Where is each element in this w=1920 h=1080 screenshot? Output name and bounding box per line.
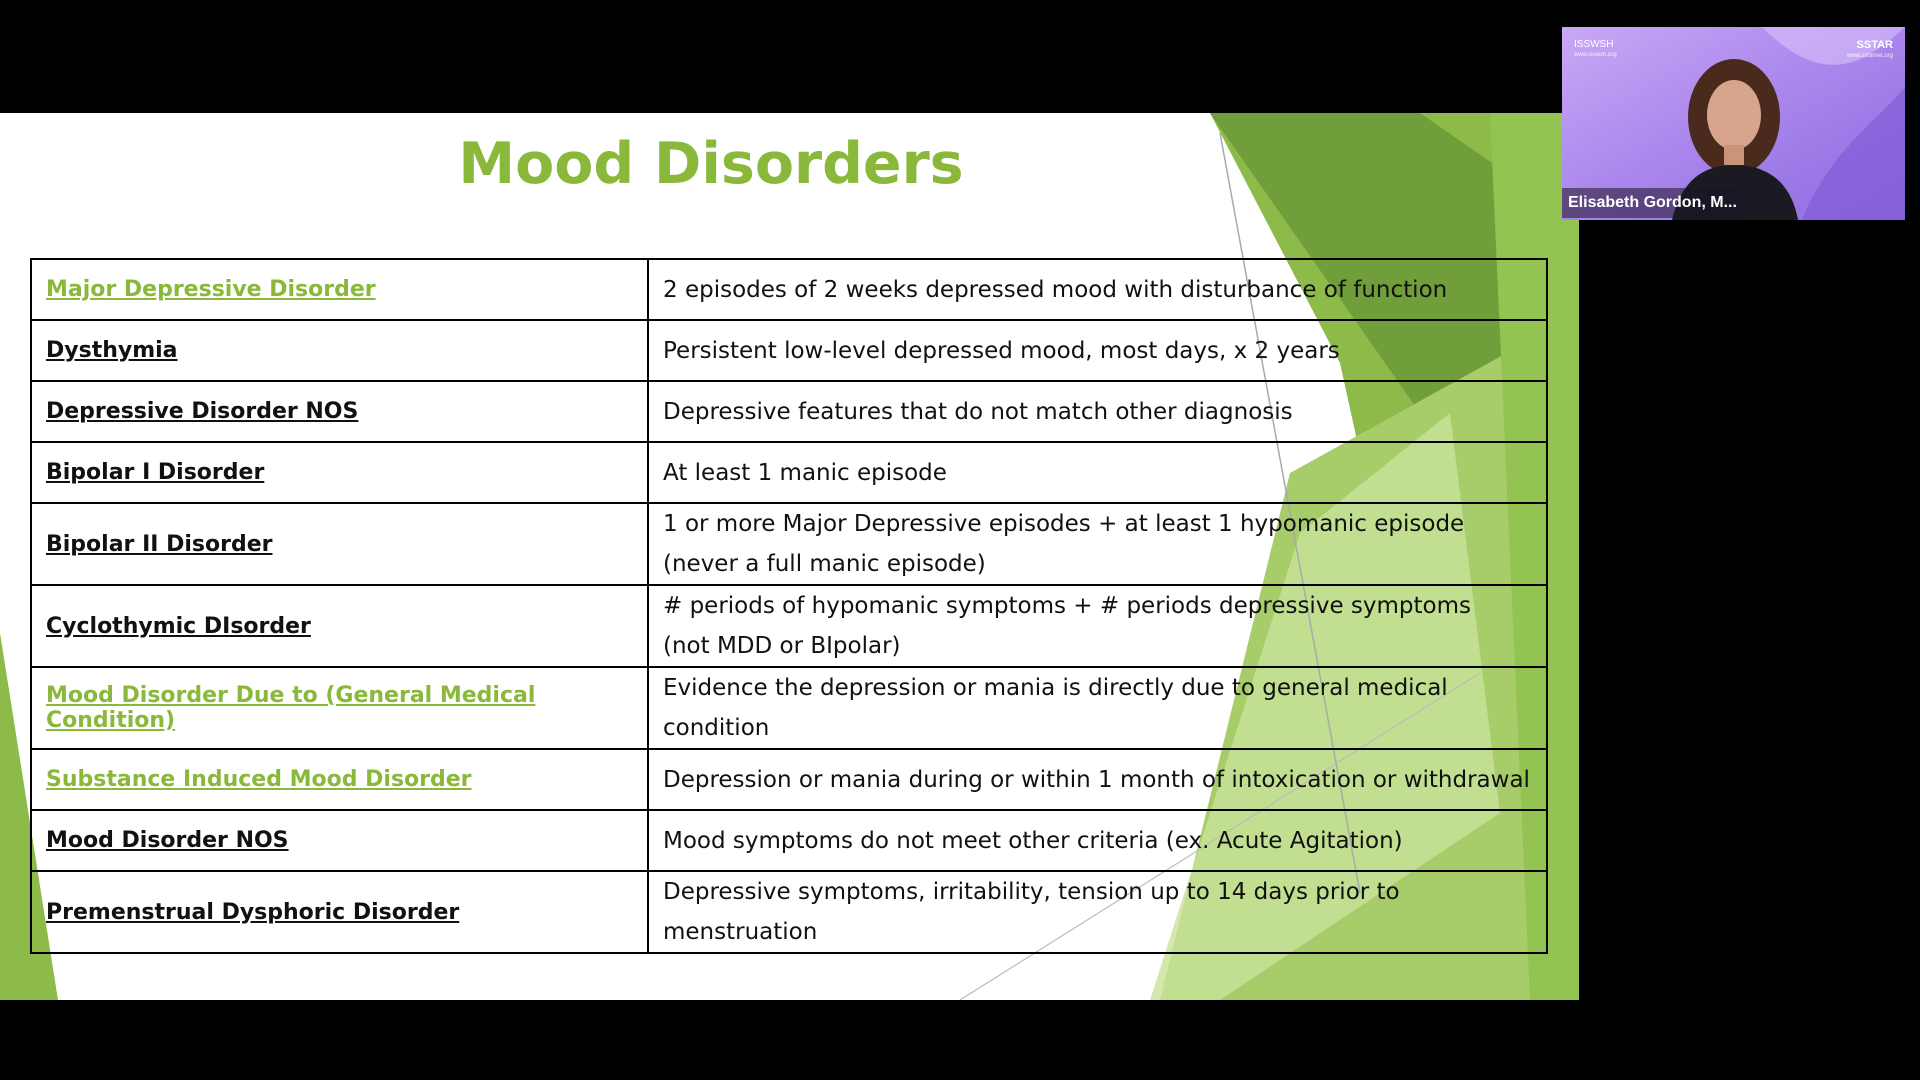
- sstar-logo: SSTAR www.sstarnet.org: [1846, 39, 1893, 59]
- table-row: [31, 810, 1547, 871]
- table-row: [31, 585, 1547, 667]
- disorder-name-link[interactable]: Mood Disorder Due to (General Medical Condition): [31, 667, 648, 749]
- disorder-description: [648, 749, 1547, 810]
- description-line: (not MDD or BIpolar): [663, 633, 901, 659]
- slide-title: Mood Disorders: [458, 131, 964, 197]
- description-line: At least 1 manic episode: [663, 459, 947, 486]
- participant-video-tile[interactable]: [1562, 27, 1905, 220]
- disorder-name: Premenstrual Dysphoric Disorder: [31, 871, 648, 953]
- disorder-description: [648, 320, 1547, 381]
- description-line: Evidence the depression or mania is directly due to general medical condition: [663, 675, 1448, 741]
- description-line: (never a full manic episode): [663, 551, 986, 577]
- table-row: [31, 259, 1547, 320]
- disorder-description: [648, 442, 1547, 503]
- disorder-description: [648, 503, 1547, 585]
- isswsh-logo: ISSWSH www.isswsh.org: [1574, 39, 1617, 58]
- table-row: [31, 667, 1547, 749]
- disorder-name: Mood Disorder NOS: [31, 810, 648, 871]
- disorder-name: Bipolar I Disorder: [31, 442, 648, 503]
- disorder-name: Depressive Disorder NOS: [31, 381, 648, 442]
- disorder-name: Dysthymia: [31, 320, 648, 381]
- description-line: 1 or more Major Depressive episodes + at least 1 hypomanic episode: [663, 511, 1465, 537]
- table-row: [31, 503, 1547, 585]
- disorder-description: [648, 585, 1547, 667]
- table-row: [31, 381, 1547, 442]
- disorder-name-link[interactable]: Substance Induced Mood Disorder: [31, 749, 648, 810]
- description-line: Depression or mania during or within 1 month of intoxication or withdrawal: [663, 766, 1530, 793]
- description-line: # periods of hypomanic symptoms + # periods depressive symptoms: [663, 593, 1471, 619]
- description-line: Persistent low-level depressed mood, most days, x 2 years: [663, 337, 1340, 364]
- table-row: [31, 442, 1547, 503]
- disorder-description: [648, 810, 1547, 871]
- description-line: 2 episodes of 2 weeks depressed mood with disturbance of function: [663, 276, 1448, 303]
- disorder-name-link[interactable]: Major Depressive Disorder: [31, 259, 648, 320]
- table-row: [31, 749, 1547, 810]
- face-shape: [1707, 80, 1761, 150]
- table-row: [31, 871, 1547, 953]
- disorder-name: Bipolar II Disorder: [31, 503, 648, 585]
- participant-name-label: Elisabeth Gordon, M...: [1562, 188, 1743, 218]
- table-row: [31, 320, 1547, 381]
- description-line: Depressive features that do not match other diagnosis: [663, 398, 1293, 425]
- disorder-name: Cyclothymic DIsorder: [31, 585, 648, 667]
- description-line: Mood symptoms do not meet other criteria (ex. Acute Agitation): [663, 827, 1403, 854]
- disorder-description: [648, 259, 1547, 320]
- description-line: Depressive symptoms, irritability, tension up to 14 days prior to menstruation: [663, 879, 1400, 945]
- disorder-description: [648, 381, 1547, 442]
- shared-slide: [0, 113, 1579, 1000]
- disorder-description: [648, 871, 1547, 953]
- disorder-description: [648, 667, 1547, 749]
- mood-disorders-table: [30, 258, 1548, 954]
